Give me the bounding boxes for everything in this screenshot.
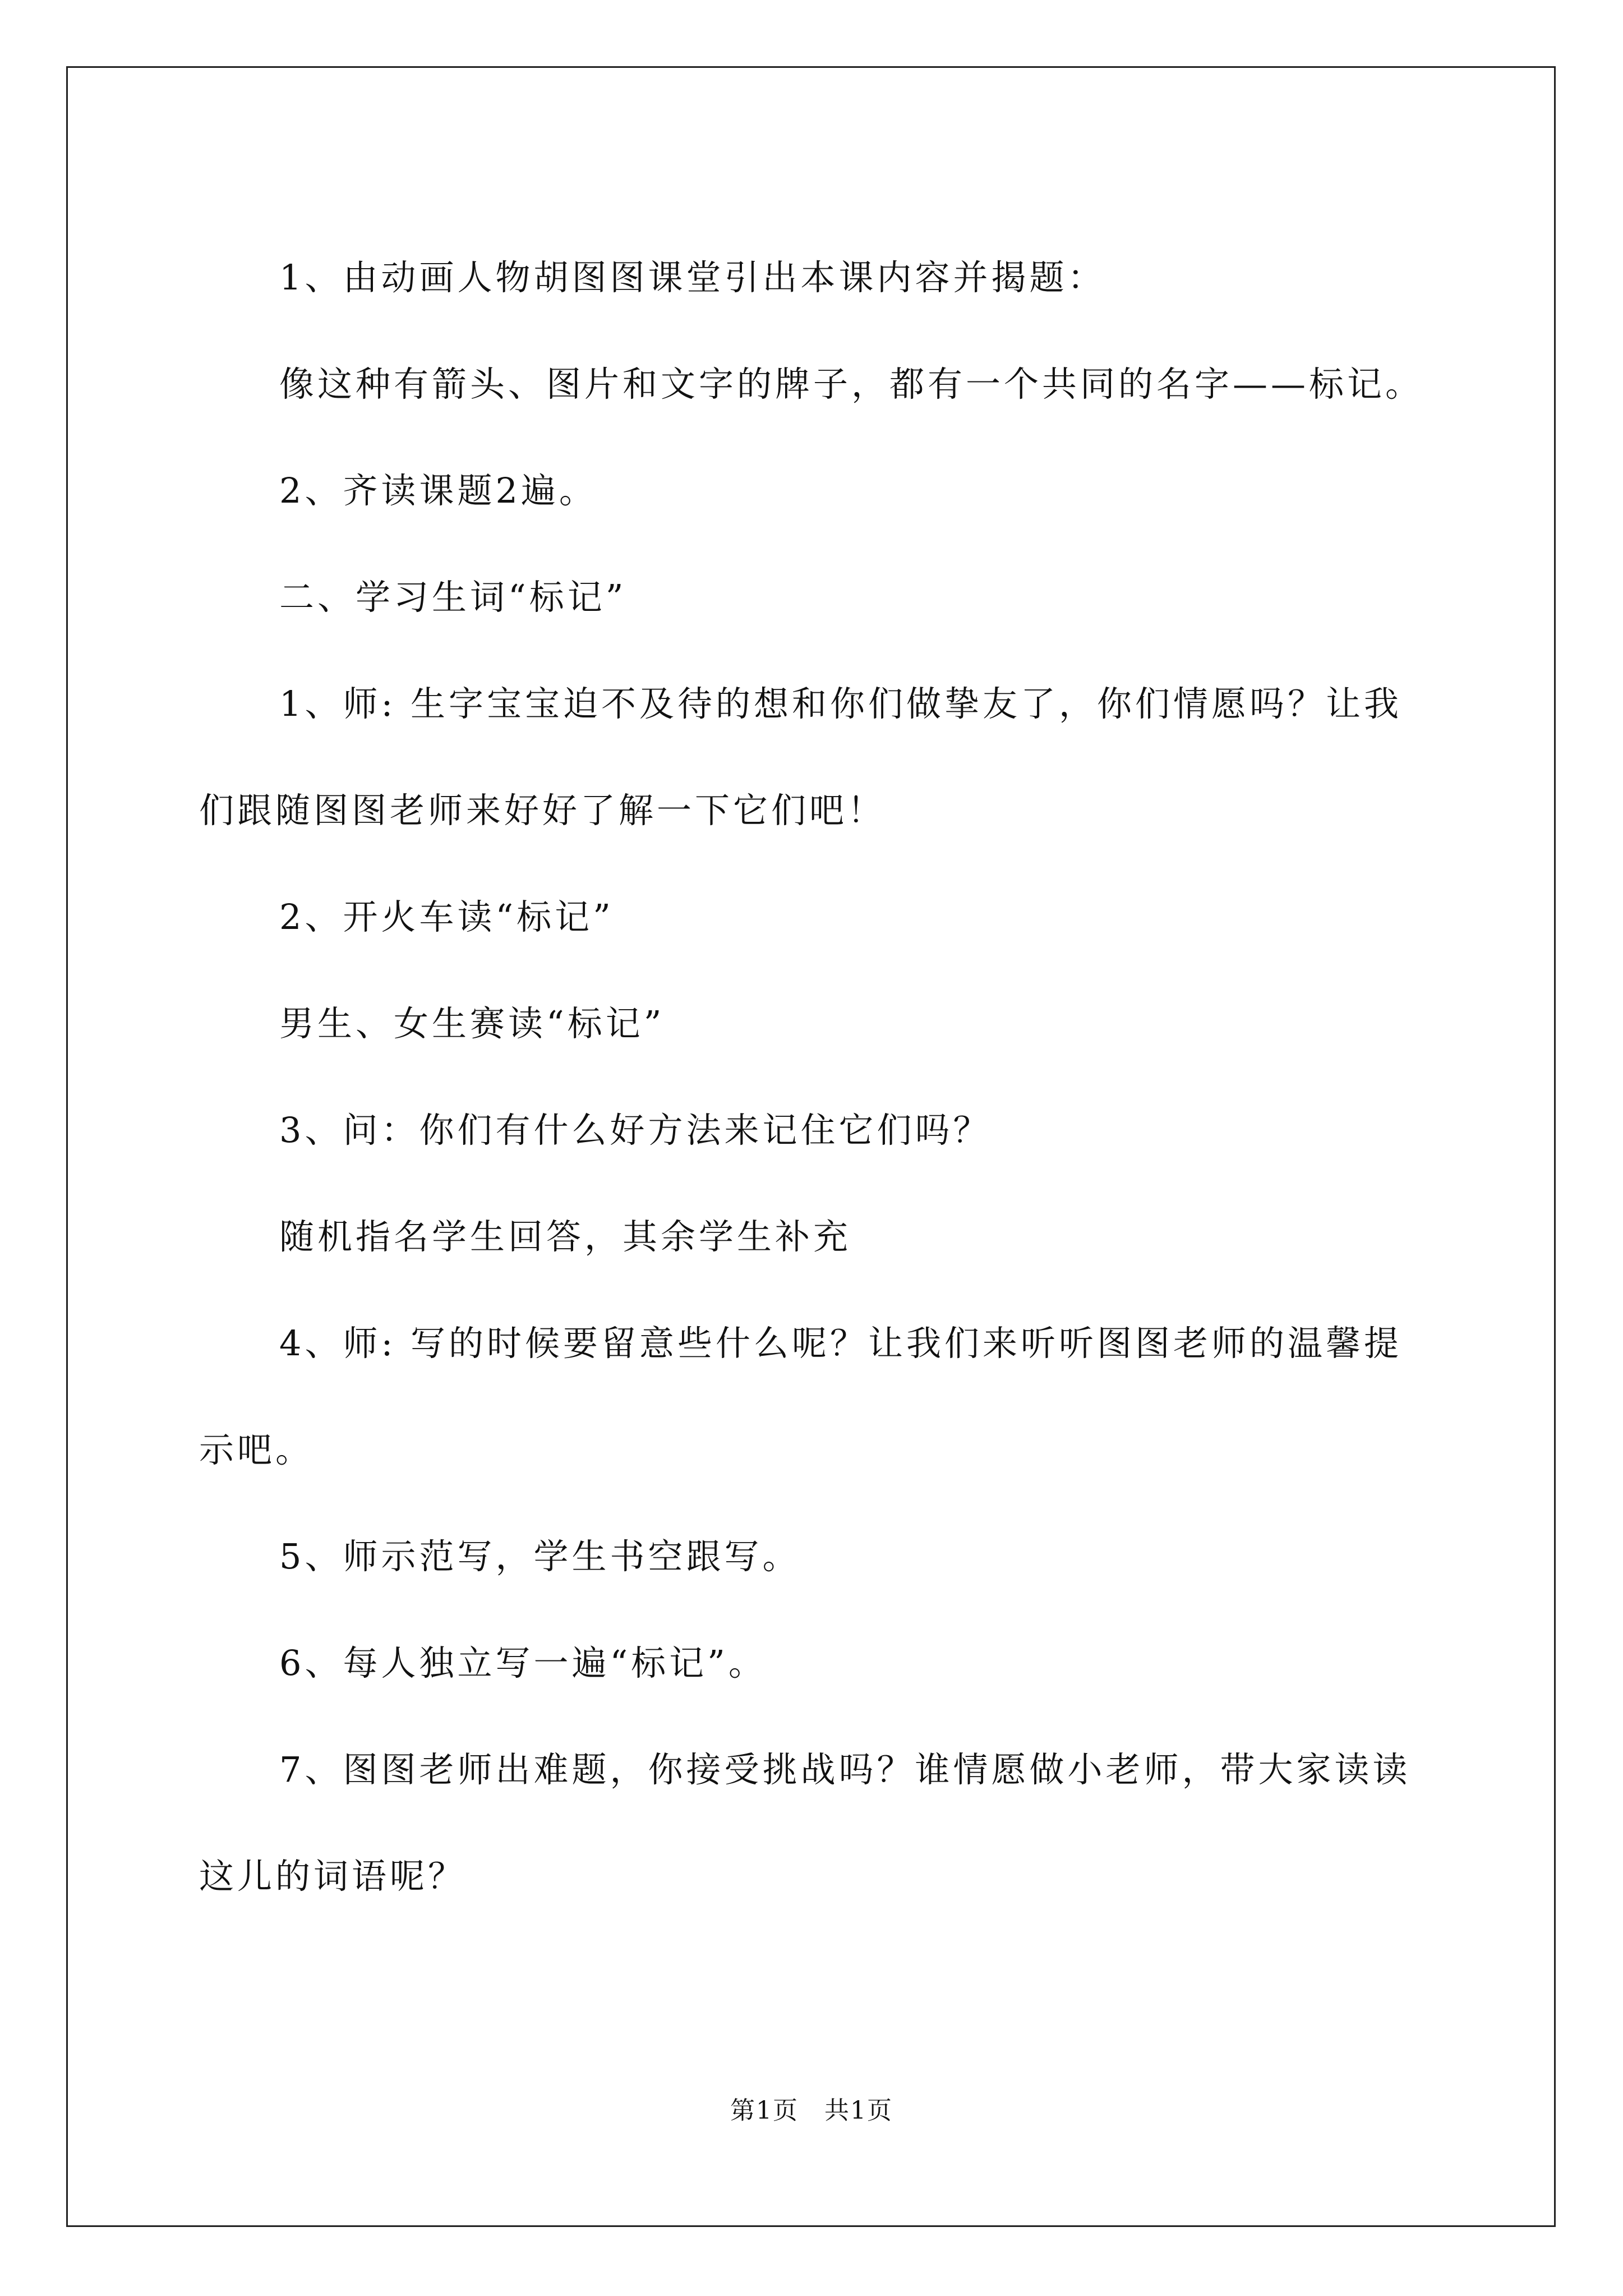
paragraph-5: 1、师: 生字宝宝迫不及待的想和你们做挚友了，你们情愿吗？让我们跟随图图老师来好好了解一下它们吧！ — [199, 683, 1403, 831]
paragraph-3: 2、齐读课题2遍。 — [279, 470, 597, 511]
paragraph-13: 7、图图老师出难题，你接受挑战吗？谁情愿做小老师，带大家读读这儿的词语呢？ — [199, 1749, 1411, 1897]
paragraph-12: 6、每人独立写一遍“标记”。 — [279, 1642, 767, 1683]
document-body — [199, 224, 1433, 1930]
paragraph-6: 2、开火车读“标记” — [279, 896, 614, 937]
paragraph-11: 5、师示范写，学生书空跟写。 — [279, 1536, 801, 1577]
section-heading-vocabulary: 二、学习生词“标记” — [279, 577, 627, 618]
paragraph-2: 像这种有箭头、图片和文字的牌子，都有一个共同的名字——标记。 — [279, 364, 1424, 404]
page-number-footer: 第1页 共1页 — [730, 2096, 893, 2125]
paragraph-9: 随机指名学生回答，其余学生补充 — [279, 1216, 852, 1257]
paragraph-10: 4、师: 写的时候要留意些什么呢？让我们来听听图图老师的温馨提示吧。 — [199, 1323, 1403, 1470]
paragraph-7: 男生、女生赛读“标记” — [279, 1003, 665, 1044]
paragraph-8: 3、问：你们有什么好方法来记住它们吗？ — [279, 1110, 992, 1151]
paragraph-1: 1、由动画人物胡图图课堂引出本课内容并揭题： — [279, 257, 1106, 298]
